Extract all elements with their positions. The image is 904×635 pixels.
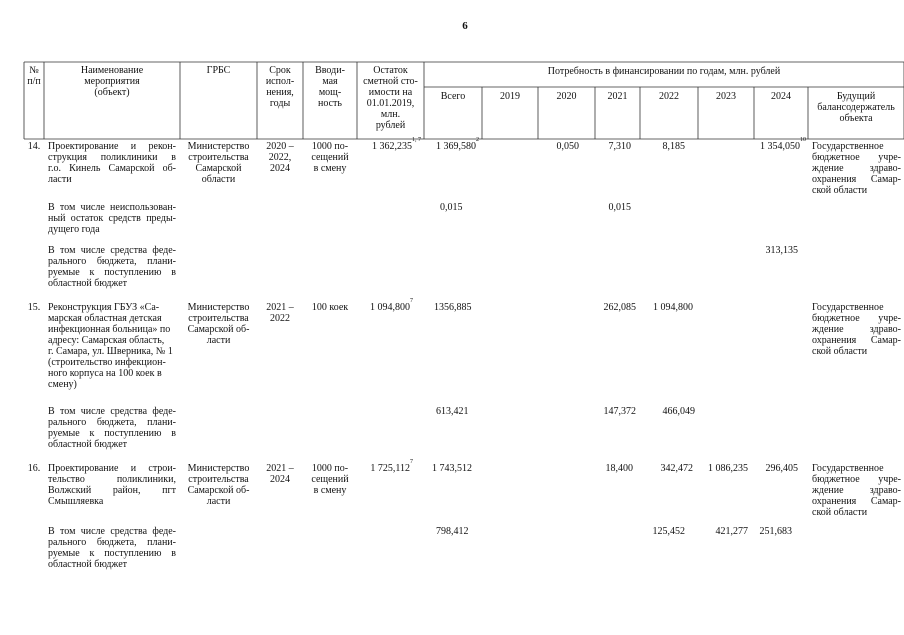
- row-value-2020: 0,050: [556, 141, 579, 152]
- row-value-2021: 18,400: [605, 463, 633, 474]
- header-total: Всего: [440, 91, 466, 102]
- row-value-2021: 147,372: [603, 406, 636, 417]
- row-name: Проектирование и рекон- струкция поликлиники в г.о. Кинель Самарской об- ласти: [48, 141, 176, 185]
- row-capacity: 1000 по- сещений в смену: [311, 141, 349, 174]
- header-num: № п/п: [27, 65, 41, 87]
- row-term: 2021 – 2024: [266, 463, 294, 485]
- header-capacity: Вводи- мая мощ- ность: [315, 65, 345, 109]
- row-name: Реконструкция ГБУЗ «Са- марская областная детская инфекционная больница» по адресу: Самарская область, г. Самара, ул. Шверника, № 1 (строительство инфекцион- ного корпуса на 100 коек в смену): [48, 302, 173, 390]
- row-total: 798,412: [436, 526, 469, 537]
- row-value-2022: 466,049: [662, 406, 695, 417]
- row-total: 1 369,580$^2$: [436, 137, 479, 152]
- row-value-2022: 8,185: [662, 141, 685, 152]
- row-value-2022: 125,452: [652, 526, 685, 537]
- row-total: 0,015: [440, 202, 463, 213]
- header-holder: Будущий балансодержатель объекта: [817, 91, 895, 124]
- row-name: Проектирование и строи- тельство поликлиники, Волжский район, пгт Смышляевка: [48, 463, 176, 507]
- header-year-2021: 2021: [607, 91, 628, 102]
- row-capacity: 100 коек: [311, 302, 349, 313]
- row-value-2024: 296,405: [765, 463, 798, 474]
- header-year-2023: 2023: [716, 91, 736, 102]
- row-value-2023: 1 086,235: [708, 463, 748, 474]
- row-num: 16.: [27, 463, 41, 474]
- row-value-2021: 0,015: [608, 202, 631, 213]
- header-term: Срок испол- нения, годы: [265, 65, 295, 109]
- header-name: Наименование мероприятия (объект): [80, 65, 144, 98]
- header-year-2024: 2024: [771, 91, 791, 102]
- header-year-2022: 2022: [659, 91, 679, 102]
- row-grbs: Министерство строительства Самарской об- ласти: [187, 463, 250, 507]
- page-number: 6: [462, 20, 468, 32]
- header-year-2020: 2020: [556, 91, 577, 102]
- header-year-2019: 2019: [500, 91, 520, 102]
- row-value-2021: 262,085: [603, 302, 636, 313]
- row-value-2022: 1 094,800: [653, 302, 693, 313]
- row-holder: Государственное бюджетное учре- ждение здраво- охранения Самар- ской области: [812, 302, 901, 357]
- row-name: В том числе неиспользован- ный остаток средств преды- дущего года: [48, 202, 176, 235]
- row-capacity: 1000 по- сещений в смену: [311, 463, 349, 496]
- row-num: 15.: [27, 302, 41, 313]
- row-balance: 1 094,800$^7$: [370, 298, 413, 313]
- row-num: 14.: [27, 141, 41, 152]
- row-value-2024: 1 354,050$^{10}$: [760, 137, 806, 152]
- row-balance: 1 362,235$^{1, 7}$: [372, 137, 421, 152]
- row-balance: 1 725,112$^7$: [370, 459, 413, 474]
- row-name: В том числе средства феде- рального бюджета, плани- руемые к поступлению в областной бюджет: [48, 526, 176, 570]
- row-value-2023: 421,277: [715, 526, 748, 537]
- header-balance: Остаток сметной сто- имости на 01.01.2019, млн. рублей: [363, 65, 418, 131]
- row-value-2024: 251,683: [759, 526, 792, 537]
- row-term: 2021 – 2022: [266, 302, 294, 324]
- row-grbs: Министерство строительства Самарской об- ласти: [187, 302, 250, 346]
- row-grbs: Министерство строительства Самарской области: [187, 141, 250, 185]
- header-funding: Потребность в финансировании по годам, млн. рублей: [547, 66, 781, 77]
- row-total: 1 743,512: [432, 463, 472, 474]
- row-term: 2020 – 2022, 2024: [266, 141, 294, 174]
- row-holder: Государственное бюджетное учре- ждение здраво- охранения Самар- ской области: [812, 141, 901, 196]
- row-name: В том числе средства феде- рального бюджета, плани- руемые к поступлению в областной бюджет: [48, 245, 176, 289]
- row-holder: Государственное бюджетное учре- ждение здраво- охранения Самар- ской области: [812, 463, 901, 518]
- row-name: В том числе средства феде- рального бюджета, плани- руемые к поступлению в областной бюджет: [48, 406, 176, 450]
- row-value-2022: 342,472: [660, 463, 693, 474]
- row-total: 1356,885: [434, 302, 472, 313]
- row-total: 613,421: [436, 406, 469, 417]
- header-grbs: ГРБС: [206, 65, 231, 76]
- row-value-2021: 7,310: [608, 141, 631, 152]
- row-value-2024: 313,135: [765, 245, 798, 256]
